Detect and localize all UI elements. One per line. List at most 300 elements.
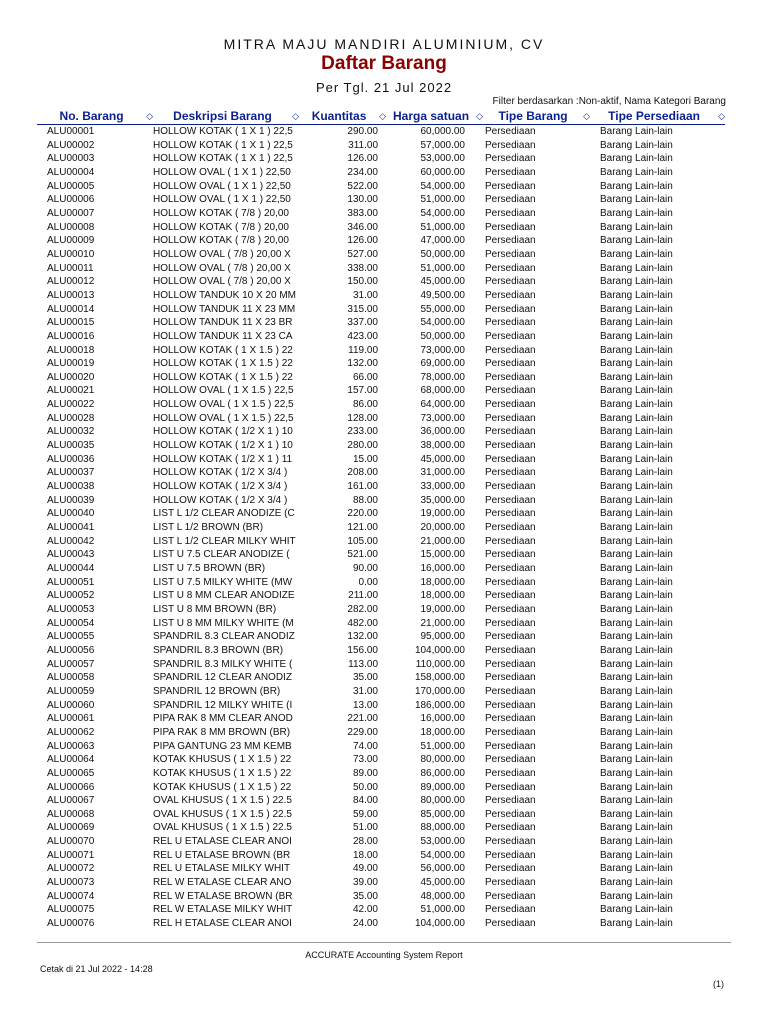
col-header-inv[interactable]: [590, 108, 725, 125]
item-description: HOLLOW KOTAK ( 1 X 1.5 ) 22: [153, 358, 293, 370]
table-row[interactable]: [37, 617, 725, 631]
table-row[interactable]: [37, 507, 725, 521]
item-description: HOLLOW KOTAK ( 1 X 1 ) 22,5: [153, 139, 293, 151]
table-header-row: [37, 108, 725, 125]
item-number: ALU00069: [47, 822, 95, 834]
table-row[interactable]: [37, 480, 725, 494]
item-number: ALU00021: [47, 385, 95, 397]
item-type: Persediaan: [485, 344, 536, 356]
item-quantity: 128.00: [347, 412, 378, 424]
table-row[interactable]: [37, 576, 725, 590]
item-number: ALU00062: [47, 726, 95, 738]
item-inventory-type: Barang Lain-lain: [600, 412, 673, 424]
col-header-price-label: Harga satuan: [393, 109, 470, 123]
item-type: Persediaan: [485, 139, 536, 151]
table-row[interactable]: [37, 699, 725, 713]
item-number: ALU00058: [47, 672, 95, 684]
col-header-type[interactable]: [483, 108, 590, 125]
item-number: ALU00068: [47, 808, 95, 820]
item-number: ALU00064: [47, 754, 95, 766]
item-description: LIST U 7.5 MILKY WHITE (MW: [153, 576, 293, 588]
item-number: ALU00012: [47, 276, 95, 288]
item-unit-price: 51,000.00: [420, 262, 465, 274]
item-type: Persediaan: [485, 863, 536, 875]
item-unit-price: 45,000.00: [420, 877, 465, 889]
item-type: Persediaan: [485, 494, 536, 506]
item-number: ALU00067: [47, 795, 95, 807]
table-row[interactable]: [37, 371, 725, 385]
table-row[interactable]: [37, 903, 725, 917]
item-inventory-type: Barang Lain-lain: [600, 289, 673, 301]
item-inventory-type: Barang Lain-lain: [600, 399, 673, 411]
item-number: ALU00043: [47, 549, 95, 561]
item-unit-price: 20,000.00: [420, 522, 465, 534]
item-quantity: 39.00: [352, 877, 378, 889]
col-header-no-label: No. Barang: [59, 109, 124, 123]
item-type: Persediaan: [485, 207, 536, 219]
item-inventory-type: Barang Lain-lain: [600, 262, 673, 274]
item-type: Persediaan: [485, 590, 536, 602]
item-number: ALU00002: [47, 139, 95, 151]
item-type: Persediaan: [485, 153, 536, 165]
item-number: ALU00003: [47, 153, 95, 165]
item-number: ALU00063: [47, 740, 95, 752]
item-type: Persediaan: [485, 303, 536, 315]
table-row[interactable]: [37, 562, 725, 576]
item-description: OVAL KHUSUS ( 1 X 1.5 ) 22.5: [153, 808, 292, 820]
item-description: HOLLOW OVAL ( 1 X 1.5 ) 22,5: [153, 399, 294, 411]
item-quantity: 35.00: [352, 672, 378, 684]
table-row[interactable]: [37, 589, 725, 603]
item-quantity: 105.00: [347, 535, 378, 547]
item-unit-price: 16,000.00: [420, 713, 465, 725]
sort-icon[interactable]: ◇: [379, 111, 386, 121]
table-row[interactable]: [37, 289, 725, 303]
item-type: Persediaan: [485, 754, 536, 766]
item-number: ALU00073: [47, 877, 95, 889]
item-inventory-type: Barang Lain-lain: [600, 808, 673, 820]
item-inventory-type: Barang Lain-lain: [600, 576, 673, 588]
table-row[interactable]: [37, 712, 725, 726]
table-row[interactable]: [37, 890, 725, 904]
item-number: ALU00037: [47, 467, 95, 479]
item-number: ALU00051: [47, 576, 95, 588]
table-row[interactable]: [37, 548, 725, 562]
item-unit-price: 38,000.00: [420, 440, 465, 452]
item-quantity: 211.00: [348, 590, 378, 602]
item-description: SPANDRIL 12 CLEAR ANODIZ: [153, 672, 292, 684]
item-quantity: 233.00: [347, 426, 378, 438]
item-inventory-type: Barang Lain-lain: [600, 139, 673, 151]
item-number: ALU00011: [47, 262, 94, 274]
table-row[interactable]: [37, 248, 725, 262]
item-inventory-type: Barang Lain-lain: [600, 235, 673, 247]
item-description: LIST U 8 MM MILKY WHITE (M: [153, 617, 294, 629]
item-inventory-type: Barang Lain-lain: [600, 248, 673, 260]
item-quantity: 31.00: [352, 289, 378, 301]
sort-icon[interactable]: ◇: [146, 111, 153, 121]
item-unit-price: 51,000.00: [420, 221, 465, 233]
item-type: Persediaan: [485, 781, 536, 793]
item-description: HOLLOW KOTAK ( 1 X 1 ) 22,5: [153, 126, 293, 137]
table-row[interactable]: [37, 330, 725, 344]
col-header-qty[interactable]: [299, 108, 386, 125]
item-unit-price: 78,000.00: [420, 371, 465, 383]
item-description: SPANDRIL 8.3 MILKY WHITE (: [153, 658, 293, 670]
table-row[interactable]: [37, 357, 725, 371]
item-description: HOLLOW KOTAK ( 7/8 ) 20,00: [153, 235, 289, 247]
item-description: SPANDRIL 8.3 BROWN (BR): [153, 644, 284, 656]
item-description: HOLLOW KOTAK ( 1 X 1.5 ) 22: [153, 344, 293, 356]
table-row[interactable]: [37, 630, 725, 644]
table-row[interactable]: [37, 125, 725, 139]
sort-icon[interactable]: ◇: [292, 111, 299, 121]
item-type: Persediaan: [485, 248, 536, 260]
item-description: HOLLOW OVAL ( 1 X 1 ) 22,50: [153, 194, 291, 206]
item-type: Persediaan: [485, 576, 536, 588]
item-number: ALU00004: [47, 166, 95, 178]
item-quantity: 521.00: [347, 549, 378, 561]
item-description: PIPA RAK 8 MM CLEAR ANOD: [153, 713, 293, 725]
item-number: ALU00020: [47, 371, 95, 383]
table-row[interactable]: [37, 412, 725, 426]
item-inventory-type: Barang Lain-lain: [600, 453, 673, 465]
item-unit-price: 45,000.00: [420, 276, 465, 288]
item-description: REL U ETALASE BROWN (BR: [153, 849, 291, 861]
item-type: Persediaan: [485, 672, 536, 684]
item-quantity: 51.00: [352, 822, 378, 834]
table-row[interactable]: [37, 671, 725, 685]
table-row[interactable]: [37, 849, 725, 863]
item-quantity: 73.00: [352, 754, 378, 766]
item-quantity: 49.00: [352, 863, 378, 875]
table-row[interactable]: [37, 658, 725, 672]
item-unit-price: 54,000.00: [420, 180, 465, 192]
item-quantity: 121.00: [347, 522, 378, 534]
table-row[interactable]: [37, 275, 725, 289]
item-number: ALU00075: [47, 904, 95, 916]
item-inventory-type: Barang Lain-lain: [600, 207, 673, 219]
item-inventory-type: Barang Lain-lain: [600, 918, 673, 930]
item-description: HOLLOW OVAL ( 1 X 1.5 ) 22,5: [153, 412, 294, 424]
table-row[interactable]: [37, 726, 725, 740]
item-number: ALU00036: [47, 453, 95, 465]
item-inventory-type: Barang Lain-lain: [600, 767, 673, 779]
item-inventory-type: Barang Lain-lain: [600, 836, 673, 848]
item-number: ALU00042: [47, 535, 95, 547]
item-number: ALU00028: [47, 412, 95, 424]
item-quantity: 88.00: [352, 494, 378, 506]
col-header-inv-label: Tipe Persediaan: [608, 109, 700, 123]
item-type: Persediaan: [485, 890, 536, 902]
item-inventory-type: Barang Lain-lain: [600, 508, 673, 520]
table-row[interactable]: [37, 917, 725, 931]
item-number: ALU00053: [47, 603, 95, 615]
table-row[interactable]: [37, 494, 725, 508]
item-inventory-type: Barang Lain-lain: [600, 699, 673, 711]
item-unit-price: 35,000.00: [420, 494, 465, 506]
item-unit-price: 186,000.00: [414, 699, 465, 711]
table-row[interactable]: [37, 453, 725, 467]
item-quantity: 132.00: [347, 631, 378, 643]
item-unit-price: 36,000.00: [420, 426, 465, 438]
item-description: SPANDRIL 8.3 CLEAR ANODIZ: [153, 631, 295, 643]
item-number: ALU00005: [47, 180, 95, 192]
item-number: ALU00060: [47, 699, 95, 711]
item-unit-price: 89,000.00: [420, 781, 465, 793]
item-quantity: 28.00: [352, 836, 378, 848]
report-title: Daftar Barang: [321, 53, 447, 74]
table-row[interactable]: [37, 794, 725, 808]
item-type: Persediaan: [485, 194, 536, 206]
item-type: Persediaan: [485, 467, 536, 479]
page-number: (1): [713, 979, 724, 989]
table-row[interactable]: [37, 466, 725, 480]
table-row[interactable]: [37, 439, 725, 453]
item-number: ALU00006: [47, 194, 95, 206]
item-description: OVAL KHUSUS ( 1 X 1.5 ) 22.5: [153, 795, 292, 807]
item-type: Persediaan: [485, 317, 536, 329]
item-description: REL U ETALASE MILKY WHIT: [153, 863, 291, 875]
item-type: Persediaan: [485, 180, 536, 192]
item-description: LIST L 1/2 CLEAR MILKY WHIT: [153, 535, 296, 547]
item-description: LIST L 1/2 CLEAR ANODIZE (C: [153, 508, 295, 520]
item-quantity: 338.00: [347, 262, 378, 274]
table-row[interactable]: [37, 234, 725, 248]
table-row[interactable]: [37, 835, 725, 849]
item-description: PIPA GANTUNG 23 MM KEMB: [153, 740, 292, 752]
item-unit-price: 53,000.00: [420, 153, 465, 165]
item-description: KOTAK KHUSUS ( 1 X 1.5 ) 22: [153, 754, 292, 766]
item-inventory-type: Barang Lain-lain: [600, 426, 673, 438]
item-quantity: 282.00: [347, 603, 378, 615]
item-description: HOLLOW KOTAK ( 1/2 X 3/4 ): [153, 467, 288, 479]
item-number: ALU00014: [47, 303, 95, 315]
item-quantity: 119.00: [348, 344, 378, 356]
item-description: REL W ETALASE MILKY WHIT: [153, 904, 293, 916]
col-header-desc[interactable]: [153, 108, 299, 125]
table-row[interactable]: [37, 603, 725, 617]
item-quantity: 126.00: [347, 153, 378, 165]
item-inventory-type: Barang Lain-lain: [600, 317, 673, 329]
item-type: Persediaan: [485, 726, 536, 738]
item-description: PIPA RAK 8 MM BROWN (BR): [153, 726, 291, 738]
table-row[interactable]: [37, 535, 725, 549]
item-number: ALU00013: [47, 289, 95, 301]
item-unit-price: 104,000.00: [414, 644, 465, 656]
table-row[interactable]: [37, 767, 725, 781]
item-inventory-type: Barang Lain-lain: [600, 890, 673, 902]
item-unit-price: 19,000.00: [420, 603, 465, 615]
item-number: ALU00044: [47, 563, 95, 574]
item-unit-price: 85,000.00: [420, 808, 465, 820]
item-inventory-type: Barang Lain-lain: [600, 658, 673, 670]
table-row[interactable]: [37, 384, 725, 398]
sort-icon[interactable]: ◇: [583, 111, 590, 121]
item-number: ALU00039: [47, 494, 95, 506]
item-type: Persediaan: [485, 289, 536, 301]
item-type: Persediaan: [485, 849, 536, 861]
item-quantity: 84.00: [352, 795, 378, 807]
item-quantity: 86.00: [352, 399, 378, 411]
item-type: Persediaan: [485, 166, 536, 178]
item-quantity: 130.00: [347, 194, 378, 206]
table-row[interactable]: [37, 521, 725, 535]
table-row[interactable]: [37, 740, 725, 754]
item-unit-price: 104,000.00: [414, 918, 465, 930]
table-row[interactable]: [37, 821, 725, 835]
item-quantity: 113.00: [348, 658, 378, 670]
item-type: Persediaan: [485, 358, 536, 370]
item-unit-price: 60,000.00: [420, 166, 465, 178]
table-row[interactable]: [37, 425, 725, 439]
item-unit-price: 57,000.00: [420, 139, 465, 151]
table-row[interactable]: [37, 398, 725, 412]
table-row[interactable]: [37, 685, 725, 699]
printed-timestamp: Cetak di 21 Jul 2022 - 14:28: [40, 964, 153, 974]
table-row[interactable]: [37, 753, 725, 767]
item-unit-price: 60,000.00: [420, 126, 465, 137]
item-inventory-type: Barang Lain-lain: [600, 494, 673, 506]
item-quantity: 208.00: [347, 467, 378, 479]
table-row[interactable]: [37, 808, 725, 822]
item-unit-price: 54,000.00: [420, 317, 465, 329]
table-row[interactable]: [37, 862, 725, 876]
item-quantity: 220.00: [347, 508, 378, 520]
item-number: ALU00054: [47, 617, 95, 629]
item-quantity: 229.00: [347, 726, 378, 738]
item-number: ALU00052: [47, 590, 95, 602]
item-number: ALU00074: [47, 890, 95, 902]
item-description: REL H ETALASE CLEAR ANOI: [153, 918, 292, 930]
table-row[interactable]: [37, 316, 725, 330]
item-description: HOLLOW TANDUK 11 X 23 BR: [153, 317, 293, 329]
item-unit-price: 51,000.00: [420, 194, 465, 206]
item-type: Persediaan: [485, 767, 536, 779]
item-unit-price: 68,000.00: [420, 385, 465, 397]
item-description: LIST U 7.5 BROWN (BR): [153, 563, 266, 574]
item-type: Persediaan: [485, 330, 536, 342]
item-description: HOLLOW OVAL ( 7/8 ) 20,00 X: [153, 276, 291, 288]
item-type: Persediaan: [485, 426, 536, 438]
item-unit-price: 158,000.00: [414, 672, 465, 684]
item-unit-price: 49,500.00: [420, 289, 465, 301]
item-description: HOLLOW KOTAK ( 7/8 ) 20,00: [153, 207, 289, 219]
table-row[interactable]: [37, 262, 725, 276]
item-quantity: 35.00: [352, 890, 378, 902]
system-footer: ACCURATE Accounting System Report: [305, 950, 463, 960]
item-type: Persediaan: [485, 644, 536, 656]
item-inventory-type: Barang Lain-lain: [600, 194, 673, 206]
item-quantity: 18.00: [352, 849, 378, 861]
item-description: LIST L 1/2 BROWN (BR): [153, 522, 264, 534]
item-unit-price: 18,000.00: [420, 726, 465, 738]
item-quantity: 522.00: [347, 180, 378, 192]
item-description: REL W ETALASE BROWN (BR: [153, 890, 293, 902]
item-unit-price: 18,000.00: [420, 590, 465, 602]
table-row[interactable]: [37, 781, 725, 795]
item-description: HOLLOW OVAL ( 7/8 ) 20,00 X: [153, 248, 291, 260]
item-quantity: 280.00: [347, 440, 378, 452]
item-number: ALU00015: [47, 317, 95, 329]
table-row[interactable]: [37, 303, 725, 317]
item-unit-price: 73,000.00: [420, 412, 465, 424]
item-inventory-type: Barang Lain-lain: [600, 180, 673, 192]
item-inventory-type: Barang Lain-lain: [600, 754, 673, 766]
item-description: HOLLOW KOTAK ( 1 X 1.5 ) 22: [153, 371, 293, 383]
item-type: Persediaan: [485, 877, 536, 889]
col-header-price[interactable]: [386, 108, 483, 125]
item-inventory-type: Barang Lain-lain: [600, 371, 673, 383]
item-description: OVAL KHUSUS ( 1 X 1.5 ) 22.5: [153, 822, 292, 834]
report-date: Per Tgl. 21 Jul 2022: [315, 80, 453, 95]
table-row[interactable]: [37, 344, 725, 358]
item-quantity: 15.00: [352, 453, 378, 465]
item-inventory-type: Barang Lain-lain: [600, 330, 673, 342]
item-quantity: 126.00: [347, 235, 378, 247]
item-inventory-type: Barang Lain-lain: [600, 713, 673, 725]
sort-icon[interactable]: ◇: [718, 111, 725, 121]
item-inventory-type: Barang Lain-lain: [600, 126, 673, 137]
table-row[interactable]: [37, 166, 725, 180]
item-description: LIST U 8 MM BROWN (BR): [153, 603, 277, 615]
item-inventory-type: Barang Lain-lain: [600, 358, 673, 370]
item-quantity: 290.00: [347, 126, 378, 137]
item-type: Persediaan: [485, 631, 536, 643]
item-inventory-type: Barang Lain-lain: [600, 440, 673, 452]
item-inventory-type: Barang Lain-lain: [600, 726, 673, 738]
item-unit-price: 51,000.00: [420, 904, 465, 916]
footer-divider: [37, 942, 731, 943]
sort-icon[interactable]: ◇: [476, 111, 483, 121]
table-row[interactable]: [37, 152, 725, 166]
item-unit-price: 80,000.00: [420, 754, 465, 766]
item-number: ALU00022: [47, 399, 95, 411]
table-row[interactable]: [37, 207, 725, 221]
item-description: HOLLOW KOTAK ( 1/2 X 1 ) 10: [153, 426, 293, 438]
item-inventory-type: Barang Lain-lain: [600, 153, 673, 165]
item-description: HOLLOW TANDUK 11 X 23 MM: [153, 303, 296, 315]
item-quantity: 157.00: [347, 385, 378, 397]
item-quantity: 383.00: [347, 207, 378, 219]
col-header-qty-label: Kuantitas: [311, 109, 367, 123]
item-unit-price: 45,000.00: [420, 453, 465, 465]
item-unit-price: 50,000.00: [420, 330, 465, 342]
item-type: Persediaan: [485, 603, 536, 615]
table-row[interactable]: [37, 221, 725, 235]
col-header-no[interactable]: [37, 108, 153, 125]
item-number: ALU00040: [47, 508, 95, 520]
item-unit-price: 15,000.00: [420, 549, 465, 561]
item-type: Persediaan: [485, 412, 536, 424]
item-inventory-type: Barang Lain-lain: [600, 904, 673, 916]
item-type: Persediaan: [485, 221, 536, 233]
item-inventory-type: Barang Lain-lain: [600, 385, 673, 397]
item-inventory-type: Barang Lain-lain: [600, 344, 673, 356]
item-unit-price: 88,000.00: [420, 822, 465, 834]
table-row[interactable]: [37, 180, 725, 194]
item-unit-price: 73,000.00: [420, 344, 465, 356]
item-inventory-type: Barang Lain-lain: [600, 672, 673, 684]
item-inventory-type: Barang Lain-lain: [600, 535, 673, 547]
table-row[interactable]: [37, 193, 725, 207]
table-row[interactable]: [37, 644, 725, 658]
item-type: Persediaan: [485, 371, 536, 383]
item-number: ALU00055: [47, 631, 95, 643]
item-type: Persediaan: [485, 795, 536, 807]
table-row[interactable]: [37, 139, 725, 153]
table-row[interactable]: [37, 876, 725, 890]
